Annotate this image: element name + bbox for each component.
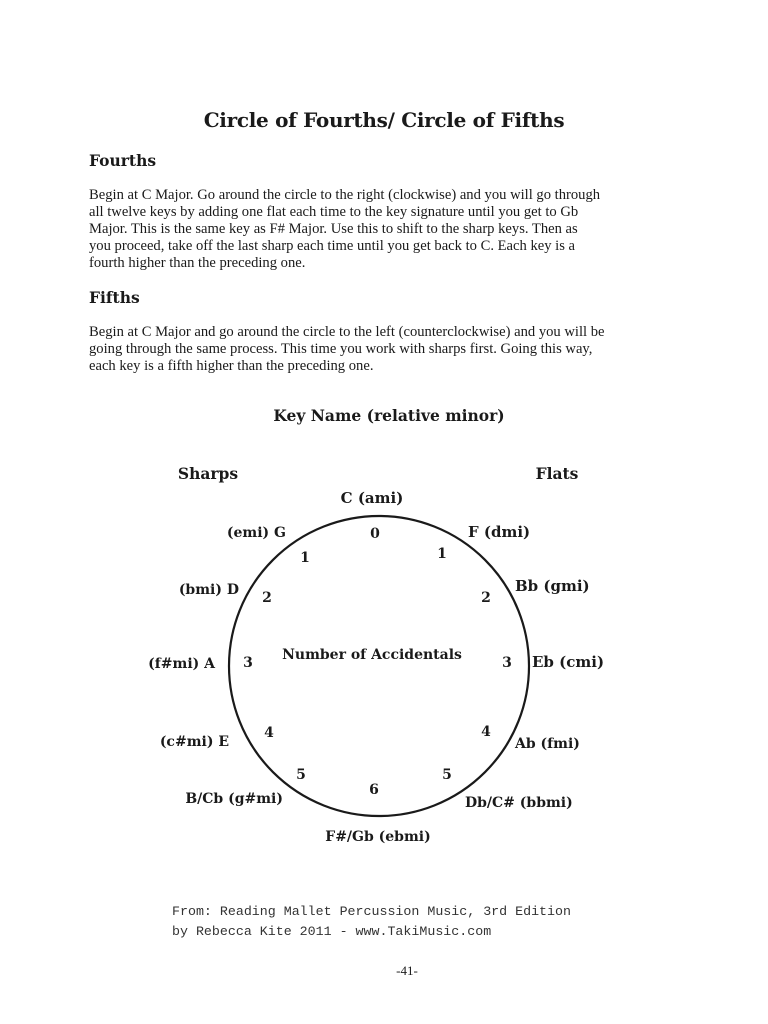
accidental-count-sharp-2: 2 [262,590,272,606]
page-title: Circle of Fourths/ Circle of Fifths [203,108,565,132]
accidental-count-bottom: 6 [369,782,379,798]
key-label-bottom: F#/Gb (ebmi) [325,829,431,845]
credit-line: From: Reading Mallet Percussion Music, 3rd Edition [172,904,571,919]
paragraph-line: Begin at C Major. Go around the circle to the right (clockwise) and you will go through [89,187,601,203]
center-label: Number of Accidentals [282,647,462,663]
key-label-flat-5: Db/C# (bbmi) [465,795,573,811]
accidental-count-sharp-1: 1 [300,550,310,566]
key-label-top: C (ami) [340,489,404,507]
accidental-count-flat-1: 1 [437,546,447,562]
source-credit [172,902,571,942]
key-circle [226,516,529,816]
accidental-count-sharp-5: 5 [296,767,306,783]
key-label-sharp-1: (emi) G [226,525,286,541]
accidental-count-sharp-3: 3 [243,655,253,671]
key-label-sharp-2: (bmi) D [178,582,239,598]
credit-line: by Rebecca Kite 2011 - www.TakiMusic.com [172,924,492,939]
paragraph-line: going through the same process. This time you work with sharps first. Going this way, [89,341,593,357]
paragraph-line: Major. This is the same key as F# Major. Use this to shift to the sharp keys. Then as [89,221,578,237]
accidental-count-flat-5: 5 [442,767,452,783]
diagram-title: Key Name (relative minor) [273,406,505,425]
sharps-label: Sharps [177,464,239,483]
paragraph-line: you proceed, take off the last sharp each time until you get back to C. Each key is a [89,238,576,254]
accidental-count-flat-2: 2 [481,590,491,606]
key-label-sharp-4: (c#mi) E [159,734,229,750]
paragraph-line: each key is a fifth higher than the preceding one. [89,358,374,374]
paragraph-line: Begin at C Major and go around the circle to the left (counterclockwise) and you will be [89,324,605,340]
key-label-flat-3: Eb (cmi) [532,653,605,671]
page-number: -41- [396,963,418,978]
section-heading-fourths: Fourths [89,151,157,170]
key-label-flat-2: Bb (gmi) [515,577,590,595]
flats-label: Flats [535,464,579,483]
paragraph-line: all twelve keys by adding one flat each time to the key signature until you get to Gb [89,204,579,220]
accidental-count-sharp-4: 4 [264,725,274,741]
key-label-sharp-3: (f#mi) A [148,656,215,672]
key-label-sharp-5: B/Cb (g#mi) [185,791,283,807]
accidental-count-flat-3: 3 [502,655,512,671]
accidental-count-top: 0 [370,526,380,542]
accidental-count-flat-4: 4 [481,724,491,740]
paragraph-line: fourth higher than the preceding one. [89,255,306,271]
section-heading-fifths: Fifths [89,288,140,307]
key-label-flat-4: Ab (fmi) [515,736,580,752]
key-label-flat-1: F (dmi) [468,523,531,541]
